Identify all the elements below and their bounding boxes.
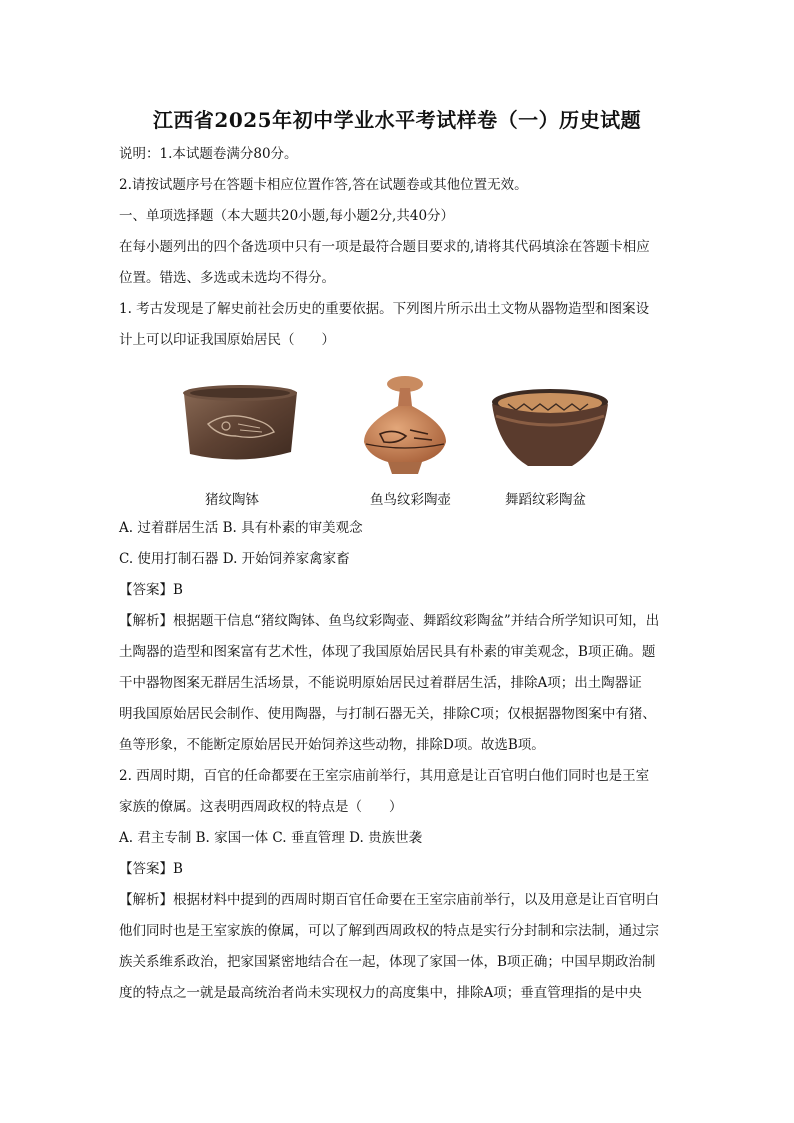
fish-bird-pot-image	[358, 372, 453, 477]
q2-stem-2: 家族的僚属。这表明西周政权的特点是（ ）	[119, 799, 403, 815]
dance-pattern-basin-image	[488, 388, 613, 473]
q1-analysis-2: 土陶器的造型和图案富有艺术性，体现了我国原始居民具有朴素的审美观念，B项正确。题	[119, 644, 656, 660]
pig-pattern-bowl-image	[178, 380, 303, 470]
q2-analysis-4: 度的特点之一就是最高统治者尚未实现权力的高度集中，排除A项；垂直管理指的是中央	[119, 985, 642, 1001]
q1-stem-1: 1. 考古发现是了解史前社会历史的重要依据。下列图片所示出土文物从器物造型和图案设	[119, 301, 650, 317]
q1-analysis-4: 明我国原始居民会制作、使用陶器，与打制石器无关，排除C项；仅根据器物图案中有猪、	[119, 706, 656, 722]
q2-analysis-1: 【解析】根据材料中提到的西周时期百官任命要在王室宗庙前举行，以及用意是让百官明白	[119, 892, 659, 908]
note-2: 2.请按试题序号在答题卡相应位置作答,答在试题卷或其他位置无效。	[119, 177, 528, 193]
page-title: 江西省2025年初中学业水平考试样卷（一）历史试题	[152, 108, 642, 132]
caption-pig-bowl: 猪纹陶钵	[205, 492, 259, 508]
instruction-line-2: 位置。错选、多选或未选均不得分。	[119, 270, 335, 286]
q1-analysis-3: 干中器物图案无群居生活场景，不能说明原始居民过着群居生活，排除A项；出土陶器证	[119, 675, 642, 691]
caption-dance-basin: 舞蹈纹彩陶盆	[505, 492, 586, 508]
caption-fish-bird-pot: 鱼鸟纹彩陶壶	[370, 492, 451, 508]
section-heading: 一、单项选择题（本大题共20小题,每小题2分,共40分）	[119, 208, 455, 224]
q1-stem-2: 计上可以印证我国原始居民（ ）	[119, 332, 335, 348]
q2-stem-1: 2. 西周时期，百官的任命都要在王室宗庙前举行，其用意是让百官明白他们同时也是王室	[119, 768, 650, 784]
q1-answer: 【答案】B	[119, 582, 183, 598]
q1-options-2: C. 使用打制石器 D. 开始饲养家禽家畜	[119, 551, 350, 567]
q2-options: A. 君主专制 B. 家国一体 C. 垂直管理 D. 贵族世袭	[119, 830, 423, 846]
q2-analysis-2: 他们同时也是王室家族的僚属，可以了解到西周政权的特点是实行分封制和宗法制，通过宗	[119, 923, 659, 939]
q2-answer: 【答案】B	[119, 861, 183, 877]
note-1: 说明：1.本试题卷满分80分。	[119, 146, 298, 162]
q1-analysis-1: 【解析】根据题干信息“猪纹陶钵、鱼鸟纹彩陶壶、舞蹈纹彩陶盆”并结合所学知识可知，出	[119, 613, 660, 629]
q1-analysis-5: 鱼等形象，不能断定原始居民开始饲养这些动物，排除D项。故选B项。	[119, 737, 545, 753]
q1-options-1: A. 过着群居生活 B. 具有朴素的审美观念	[119, 520, 363, 536]
q2-analysis-3: 族关系维系政治，把家国紧密地结合在一起，体现了家国一体，B项正确；中国早期政治制	[119, 954, 656, 970]
instruction-line-1: 在每小题列出的四个备选项中只有一项是最符合题目要求的,请将其代码填涂在答题卡相应	[119, 239, 650, 255]
